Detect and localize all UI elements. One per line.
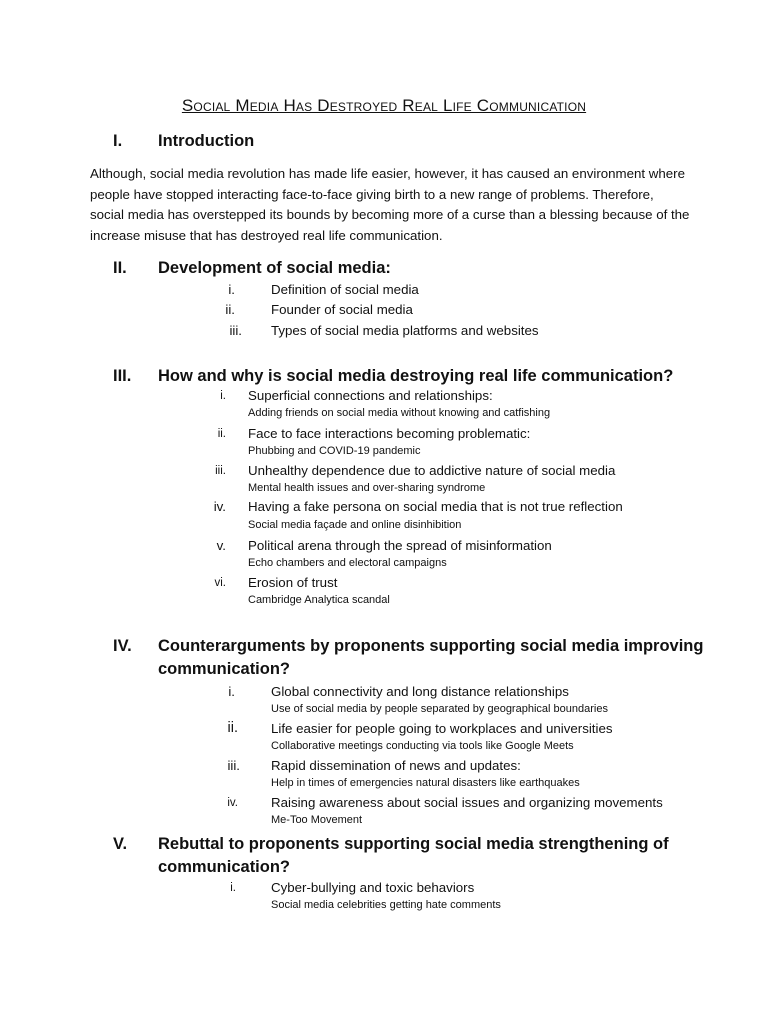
section-5-item-1-number: i. — [230, 882, 236, 894]
section-3-item-1-number: i. — [220, 390, 226, 402]
section-2-item-2-number: ii. — [225, 302, 235, 317]
section-4-item-3-number: iii. — [227, 758, 240, 773]
section-3-heading: How and why is social media destroying real life communication? — [158, 367, 674, 385]
section-4-item-2-sub: Collaborative meetings conducting via tools like Google Meets — [271, 740, 574, 752]
document-title: Social Media Has Destroyed Real Life Communication — [181, 96, 587, 115]
section-4-heading-line-1: Counterarguments by proponents supporting social media improving — [158, 637, 704, 655]
section-4-item-2-text: Life easier for people going to workplaces and universities — [271, 721, 613, 736]
section-4-item-1-text: Global connectivity and long distance relationships — [271, 684, 569, 699]
section-4-heading-line-2: communication? — [158, 660, 291, 678]
section-4-item-4-number: iv. — [227, 797, 238, 809]
section-3-item-2-text: Face to face interactions becoming problematic: — [248, 426, 531, 441]
section-5-number: V. — [113, 835, 128, 853]
section-2-item-1-number: i. — [228, 282, 235, 297]
section-1-number: I. — [113, 132, 123, 150]
section-3-item-4-text: Having a fake persona on social media that is not true reflection — [248, 499, 623, 514]
section-5-heading-line-2: communication? — [158, 858, 291, 876]
section-2-item-3-text: Types of social media platforms and websites — [271, 323, 539, 338]
section-4-item-4-sub: Me-Too Movement — [271, 814, 363, 826]
section-3-item-5-text: Political arena through the spread of misinformation — [248, 538, 552, 553]
section-3-item-6-text: Erosion of trust — [248, 575, 338, 590]
section-3-item-3-sub: Mental health issues and over-sharing syndrome — [248, 482, 486, 494]
section-2-heading: Development of social media: — [158, 259, 391, 277]
section-4-item-1-sub: Use of social media by people separated by geographical boundaries — [271, 703, 608, 715]
section-2-item-1-text: Definition of social media — [271, 282, 419, 297]
section-2-item-3-number: iii. — [229, 323, 242, 338]
section-1-heading: Introduction — [158, 132, 255, 150]
introduction-paragraph: Although, social media revolution has made life easier, however, it has caused an environment where people have stopped interacting face-to-face giving birth to a new range of problems. Therefore, social media has overstepped its bounds by becoming more of a curse than a blessing because of the increase misuse that has destroyed real life communication. — [90, 166, 690, 243]
section-3-item-1-sub: Adding friends on social media without knowing and catfishing — [248, 407, 551, 419]
section-3-item-4-sub: Social media façade and online disinhibition — [248, 519, 462, 531]
section-4-item-4-text: Raising awareness about social issues and organizing movements — [271, 795, 663, 810]
section-3-item-3-number: iii. — [215, 465, 226, 477]
section-3-number: III. — [113, 367, 132, 385]
section-4-item-3-sub: Help in times of emergencies natural disasters like earthquakes — [271, 777, 580, 789]
section-5-heading-line-1: Rebuttal to proponents supporting social media strengthening of — [158, 835, 669, 853]
section-3-item-3-text: Unhealthy dependence due to addictive nature of social media — [248, 463, 616, 478]
section-2-item-2-text: Founder of social media — [271, 302, 413, 317]
section-3-item-1-text: Superficial connections and relationships: — [248, 388, 493, 403]
section-5-item-1-text: Cyber-bullying and toxic behaviors — [271, 880, 475, 895]
section-4-item-2-number: ii. — [227, 720, 238, 736]
section-4-number: IV. — [113, 637, 132, 655]
section-3-item-5-sub: Echo chambers and electoral campaigns — [248, 557, 447, 569]
section-3-item-6-sub: Cambridge Analytica scandal — [248, 594, 390, 606]
section-3-item-6-number: vi. — [214, 577, 226, 589]
section-4-item-3-text: Rapid dissemination of news and updates: — [271, 758, 521, 773]
section-4-item-1-number: i. — [228, 684, 235, 699]
section-2-number: II. — [113, 259, 127, 277]
section-3-item-2-sub: Phubbing and COVID-19 pandemic — [248, 445, 421, 457]
section-3-item-5-number: v. — [216, 538, 226, 553]
section-5-item-1-sub: Social media celebrities getting hate comments — [271, 899, 501, 911]
section-3-item-4-number: iv. — [213, 499, 226, 514]
section-3-item-2-number: ii. — [217, 428, 226, 440]
